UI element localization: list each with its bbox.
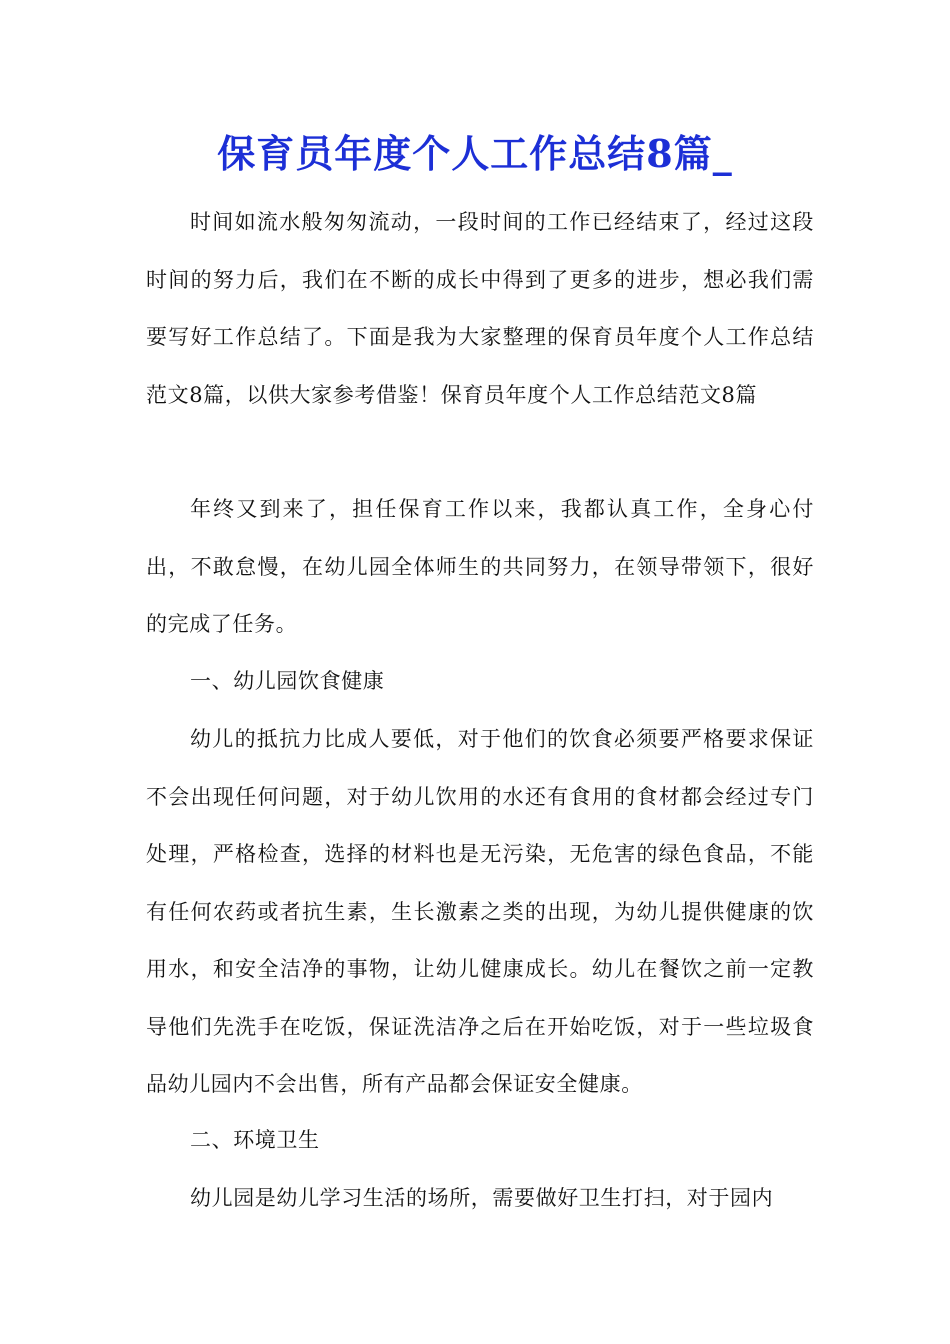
paragraph: 幼儿园是幼儿学习生活的场所，需要做好卫生打扫，对于园内 (190, 1186, 774, 1210)
document-title: 保育员年度个人工作总结8篇_ (217, 131, 733, 176)
paragraph: 幼儿的抵抗力比成人要低，对于他们的饮食必须要严格要求保证不会出现任何问题，对于幼儿饮用的水还有食用的食材都会经过专门处理，严格检查，选择的材料也是无污染，无危害的绿色食品，不能有任何农药或者抗生素，生长激素之类的出现，为幼儿提供健康的饮用水，和安全洁净的事物，让幼儿健康成长。幼儿在餐饮之前一定教导他们先洗手在吃饭，保证洗洁净之后在开始吃饭，对于一些垃圾食品幼儿园内不会出售，所有产品都会保证安全健康。 (146, 727, 814, 1096)
section-heading: 一、幼儿园饮食健康 (190, 669, 385, 693)
intro-paragraph: 时间如流水般匆匆流动，一段时间的工作已经结束了，经过这段时间的努力后，我们在不断的成长中得到了更多的进步，想必我们需要写好工作总结了。下面是我为大家整理的保育员年度个人工作总结范文8篇，以供大家参考借鉴！保育员年度个人工作总结范文8篇 (146, 210, 814, 407)
paragraph: 年终又到来了，担任保育工作以来，我都认真工作，全身心付出，不敢怠慢，在幼儿园全体师生的共同努力，在领导带领下，很好的完成了任务。 (146, 497, 814, 636)
section-heading: 二、环境卫生 (190, 1128, 320, 1152)
